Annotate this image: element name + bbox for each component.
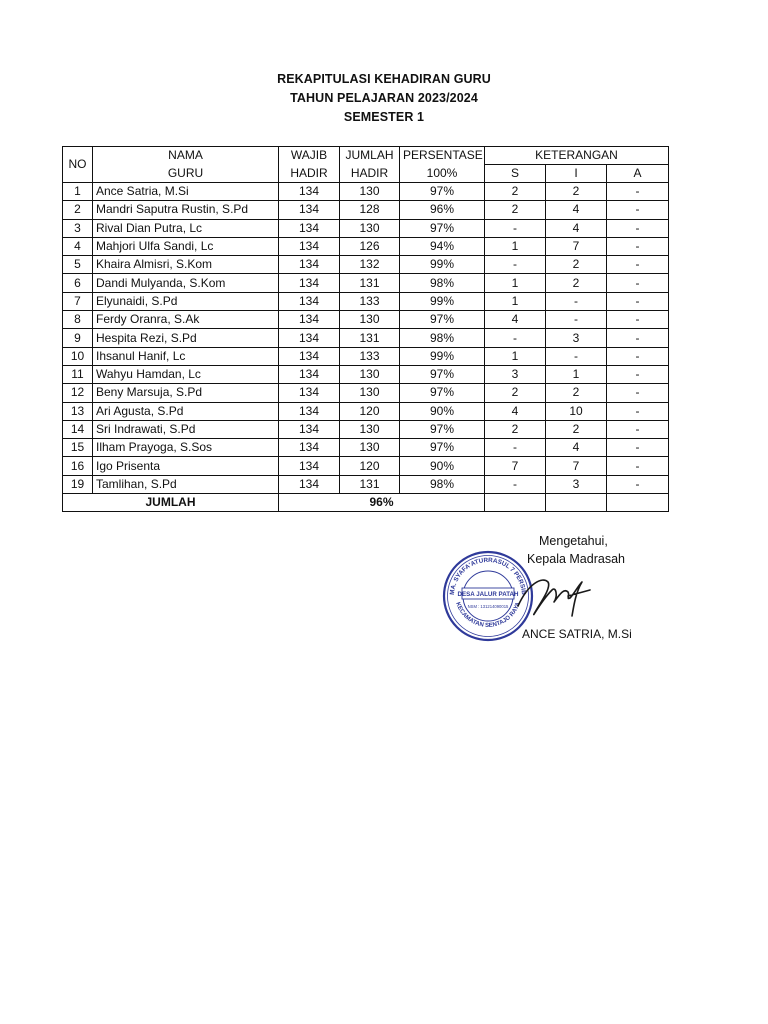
- absent-count: -: [607, 274, 669, 292]
- total-attendance: 128: [340, 201, 400, 219]
- sick-count: 4: [485, 402, 546, 420]
- absent-count: -: [607, 457, 669, 475]
- total-attendance: 133: [340, 292, 400, 310]
- required-attendance: 134: [279, 219, 340, 237]
- permission-count: 2: [546, 384, 607, 402]
- required-attendance: 134: [279, 183, 340, 201]
- absent-count: -: [607, 256, 669, 274]
- table-row: [63, 219, 669, 237]
- absent-count: -: [607, 183, 669, 201]
- attendance-percentage: 97%: [400, 219, 485, 237]
- total-attendance: 131: [340, 475, 400, 493]
- row-number: 12: [63, 384, 93, 402]
- header-izin: I: [546, 165, 607, 183]
- table-row: [63, 420, 669, 438]
- sick-count: 1: [485, 292, 546, 310]
- required-attendance: 134: [279, 347, 340, 365]
- title-line-2: TAHUN PELAJARAN 2023/2024: [290, 91, 478, 105]
- principal-name: ANCE SATRIA, M.Si: [522, 627, 632, 641]
- total-row: [63, 494, 669, 512]
- total-cell-s: [485, 494, 546, 512]
- sick-count: 2: [485, 384, 546, 402]
- sick-count: -: [485, 439, 546, 457]
- total-attendance: 120: [340, 402, 400, 420]
- permission-count: -: [546, 292, 607, 310]
- absent-count: -: [607, 329, 669, 347]
- row-number: 6: [63, 274, 93, 292]
- teacher-name: Sri Indrawati, S.Pd: [93, 420, 279, 438]
- header-jumlah-top: JUMLAH: [340, 147, 400, 165]
- header-wajib-top: WAJIB: [279, 147, 340, 165]
- table-row: [63, 439, 669, 457]
- header-wajib-bottom: HADIR: [279, 165, 340, 183]
- table-row: [63, 183, 669, 201]
- row-number: 14: [63, 420, 93, 438]
- teacher-name: Rival Dian Putra, Lc: [93, 219, 279, 237]
- table-row: [63, 457, 669, 475]
- permission-count: -: [546, 347, 607, 365]
- header-keterangan: KETERANGAN: [485, 147, 669, 165]
- sick-count: 4: [485, 311, 546, 329]
- sick-count: 2: [485, 183, 546, 201]
- total-attendance: 130: [340, 311, 400, 329]
- table-row: [63, 256, 669, 274]
- required-attendance: 134: [279, 329, 340, 347]
- attendance-percentage: 97%: [400, 183, 485, 201]
- stamp-arc-text-bottom-path: KECAMATAN SENTAJO RAYA: [454, 601, 522, 629]
- document-title-block: [0, 70, 768, 127]
- absent-count: -: [607, 384, 669, 402]
- teacher-name: Mandri Saputra Rustin, S.Pd: [93, 201, 279, 219]
- header-jumlah-bottom: HADIR: [340, 165, 400, 183]
- absent-count: -: [607, 219, 669, 237]
- teacher-name: Beny Marsuja, S.Pd: [93, 384, 279, 402]
- absent-count: -: [607, 365, 669, 383]
- header-nama-top: NAMA: [93, 147, 279, 165]
- required-attendance: 134: [279, 384, 340, 402]
- teacher-name: Wahyu Hamdan, Lc: [93, 365, 279, 383]
- total-attendance: 131: [340, 329, 400, 347]
- total-percentage: 96%: [279, 494, 485, 512]
- total-attendance: 131: [340, 274, 400, 292]
- absent-count: -: [607, 292, 669, 310]
- permission-count: 10: [546, 402, 607, 420]
- table-row: [63, 365, 669, 383]
- total-attendance: 130: [340, 384, 400, 402]
- required-attendance: 134: [279, 475, 340, 493]
- permission-count: 7: [546, 457, 607, 475]
- permission-count: -: [546, 311, 607, 329]
- total-label: JUMLAH: [63, 494, 279, 512]
- header-row-1: [63, 147, 669, 165]
- teacher-name: Ferdy Oranra, S.Ak: [93, 311, 279, 329]
- required-attendance: 134: [279, 201, 340, 219]
- sick-count: 2: [485, 201, 546, 219]
- total-attendance: 132: [340, 256, 400, 274]
- attendance-percentage: 96%: [400, 201, 485, 219]
- required-attendance: 134: [279, 292, 340, 310]
- total-attendance: 120: [340, 457, 400, 475]
- permission-count: 1: [546, 365, 607, 383]
- absent-count: -: [607, 402, 669, 420]
- permission-count: 3: [546, 475, 607, 493]
- teacher-name: Ari Agusta, S.Pd: [93, 402, 279, 420]
- table-row: [63, 237, 669, 255]
- attendance-percentage: 99%: [400, 292, 485, 310]
- required-attendance: 134: [279, 420, 340, 438]
- required-attendance: 134: [279, 457, 340, 475]
- total-attendance: 126: [340, 237, 400, 255]
- permission-count: 4: [546, 201, 607, 219]
- teacher-name: Mahjori Ulfa Sandi, Lc: [93, 237, 279, 255]
- mengetahui-text: Mengetahui,: [539, 534, 608, 548]
- attendance-percentage: 94%: [400, 237, 485, 255]
- attendance-percentage: 98%: [400, 329, 485, 347]
- absent-count: -: [607, 237, 669, 255]
- absent-count: -: [607, 420, 669, 438]
- title-line-1: REKAPITULASI KEHADIRAN GURU: [277, 72, 491, 86]
- required-attendance: 134: [279, 365, 340, 383]
- kepala-madrasah-text: Kepala Madrasah: [527, 552, 625, 566]
- permission-count: 3: [546, 329, 607, 347]
- required-attendance: 134: [279, 402, 340, 420]
- total-attendance: 130: [340, 183, 400, 201]
- required-attendance: 134: [279, 256, 340, 274]
- table-row: [63, 475, 669, 493]
- attendance-percentage: 97%: [400, 439, 485, 457]
- absent-count: -: [607, 439, 669, 457]
- attendance-percentage: 99%: [400, 347, 485, 365]
- table-row: [63, 384, 669, 402]
- header-row-2: [63, 165, 669, 183]
- teacher-name: Tamlihan, S.Pd: [93, 475, 279, 493]
- header-persentase-top: PERSENTASE: [400, 147, 485, 165]
- absent-count: -: [607, 475, 669, 493]
- teacher-name: Ilham Prayoga, S.Sos: [93, 439, 279, 457]
- header-nama-bottom: GURU: [93, 165, 279, 183]
- attendance-table: [62, 146, 669, 512]
- table-row: [63, 402, 669, 420]
- total-attendance: 130: [340, 365, 400, 383]
- permission-count: 4: [546, 219, 607, 237]
- attendance-percentage: 99%: [400, 256, 485, 274]
- table-row: [63, 274, 669, 292]
- permission-count: 2: [546, 183, 607, 201]
- absent-count: -: [607, 347, 669, 365]
- sick-count: -: [485, 256, 546, 274]
- teacher-name: Ihsanul Hanif, Lc: [93, 347, 279, 365]
- teacher-name: Ance Satria, M.Si: [93, 183, 279, 201]
- signature-stroke: [518, 580, 590, 616]
- attendance-percentage: 90%: [400, 457, 485, 475]
- row-number: 1: [63, 183, 93, 201]
- sick-count: 7: [485, 457, 546, 475]
- attendance-percentage: 97%: [400, 384, 485, 402]
- stamp-arc-text-top-path: MA. SYAFA'ATURRASUL 7 PERSIB: [448, 556, 528, 596]
- table-row: [63, 201, 669, 219]
- row-number: 16: [63, 457, 93, 475]
- permission-count: 4: [546, 439, 607, 457]
- row-number: 13: [63, 402, 93, 420]
- table-body: [63, 183, 669, 494]
- signature-block: [430, 534, 670, 664]
- total-attendance: 130: [340, 219, 400, 237]
- row-number: 8: [63, 311, 93, 329]
- teacher-name: Dandi Mulyanda, S.Kom: [93, 274, 279, 292]
- row-number: 19: [63, 475, 93, 493]
- total-cell-i: [546, 494, 607, 512]
- row-number: 10: [63, 347, 93, 365]
- sick-count: -: [485, 219, 546, 237]
- permission-count: 7: [546, 237, 607, 255]
- table-row: [63, 292, 669, 310]
- required-attendance: 134: [279, 274, 340, 292]
- stamp-nsm-text: NSM : 131214090015: [467, 604, 509, 609]
- permission-count: 2: [546, 274, 607, 292]
- row-number: 15: [63, 439, 93, 457]
- total-attendance: 133: [340, 347, 400, 365]
- attendance-percentage: 98%: [400, 274, 485, 292]
- header-sakit: S: [485, 165, 546, 183]
- row-number: 3: [63, 219, 93, 237]
- header-no: NO: [63, 147, 93, 183]
- header-alpa: A: [607, 165, 669, 183]
- row-number: 4: [63, 237, 93, 255]
- total-attendance: 130: [340, 439, 400, 457]
- sick-count: -: [485, 475, 546, 493]
- stamp-center-text: DESA JALUR PATAH: [457, 591, 519, 598]
- absent-count: -: [607, 201, 669, 219]
- attendance-percentage: 97%: [400, 311, 485, 329]
- permission-count: 2: [546, 256, 607, 274]
- signature-scribble: [512, 570, 592, 622]
- row-number: 2: [63, 201, 93, 219]
- row-number: 5: [63, 256, 93, 274]
- absent-count: -: [607, 311, 669, 329]
- sick-count: -: [485, 329, 546, 347]
- table-row: [63, 329, 669, 347]
- total-cell-a: [607, 494, 669, 512]
- required-attendance: 134: [279, 311, 340, 329]
- total-attendance: 130: [340, 420, 400, 438]
- sick-count: 2: [485, 420, 546, 438]
- row-number: 9: [63, 329, 93, 347]
- teacher-name: Elyunaidi, S.Pd: [93, 292, 279, 310]
- title-line-3: SEMESTER 1: [343, 110, 425, 124]
- table-row: [63, 347, 669, 365]
- attendance-percentage: 98%: [400, 475, 485, 493]
- sick-count: 1: [485, 237, 546, 255]
- teacher-name: Hespita Rezi, S.Pd: [93, 329, 279, 347]
- sick-count: 1: [485, 347, 546, 365]
- table-row: [63, 311, 669, 329]
- attendance-percentage: 90%: [400, 402, 485, 420]
- row-number: 11: [63, 365, 93, 383]
- required-attendance: 134: [279, 439, 340, 457]
- required-attendance: 134: [279, 237, 340, 255]
- teacher-name: Khaira Almisri, S.Kom: [93, 256, 279, 274]
- teacher-name: Igo Prisenta: [93, 457, 279, 475]
- sick-count: 1: [485, 274, 546, 292]
- attendance-percentage: 97%: [400, 365, 485, 383]
- permission-count: 2: [546, 420, 607, 438]
- sick-count: 3: [485, 365, 546, 383]
- row-number: 7: [63, 292, 93, 310]
- attendance-percentage: 97%: [400, 420, 485, 438]
- header-persentase-bottom: 100%: [400, 165, 485, 183]
